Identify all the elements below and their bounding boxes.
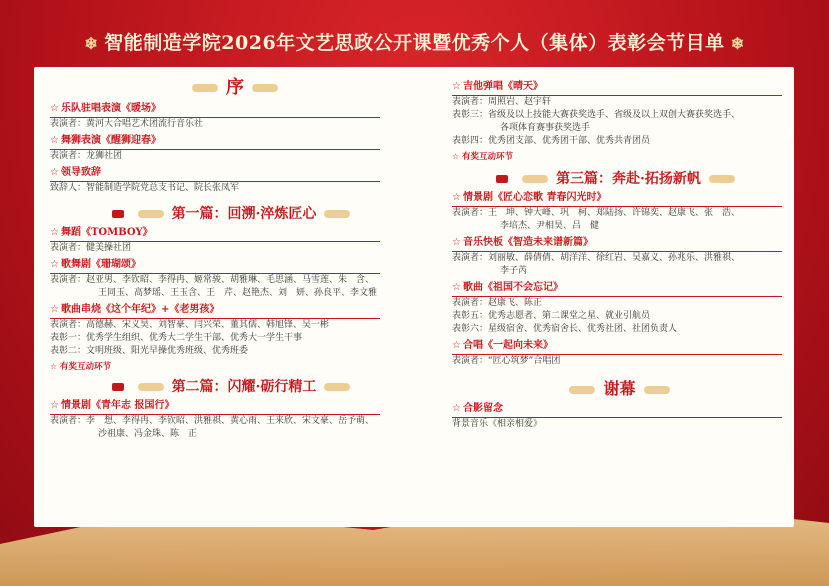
detail-line <box>50 242 420 255</box>
snowflake-icon: ❄ <box>730 34 745 53</box>
star-icon: ☆ <box>50 103 59 114</box>
detail-label: 表彰六： <box>452 324 489 334</box>
star-icon: ☆ <box>452 81 461 92</box>
program-item <box>50 102 420 131</box>
detail-label: 表演者： <box>452 356 489 366</box>
detail-line <box>452 135 787 148</box>
program-item-title <box>50 134 420 148</box>
detail-text: 智能制造学院党总支书记、院长张凤军 <box>86 183 240 193</box>
program-name: 情景剧《青年志 报国行》 <box>60 400 175 411</box>
detail-text: 星级宿舍、优秀宿舍长、优秀社团、社团负责人 <box>488 324 678 334</box>
detail-line <box>50 274 420 287</box>
program-item <box>452 339 787 368</box>
program-item-title <box>452 402 787 416</box>
detail-text: “匠心筑梦”合唱团 <box>488 356 561 366</box>
detail-label: 表演者： <box>50 320 87 330</box>
program-name: 歌舞剧《珊瑚颂》 <box>60 259 141 270</box>
program-item-title <box>50 303 420 317</box>
detail-text: 健美操社团 <box>86 243 132 253</box>
program-name: 舞狮表演《醒狮迎春》 <box>60 135 161 146</box>
detail-text: 王同玉、高梦瑶、王玉含、王 芹、赵艳杰、刘 妍、孙良平、李文雅 <box>98 288 378 298</box>
detail-line <box>452 355 787 368</box>
detail-text: 周照岩、赵宇轩 <box>488 97 552 107</box>
star-icon: ☆ <box>50 135 59 146</box>
star-icon: ☆ <box>452 192 461 203</box>
star-icon: ☆ <box>50 167 59 178</box>
section-heading <box>50 376 420 396</box>
program-item-title <box>452 339 787 353</box>
program-item <box>452 281 787 336</box>
detail-line <box>452 207 787 220</box>
page-title: 智能制造学院2026年文艺思政公开课暨优秀个人（集体）表彰会节目单 <box>104 32 725 54</box>
detail-label: 表彰一： <box>50 333 87 343</box>
detail-line <box>452 109 787 122</box>
detail-text: 文明班级、阳光早操优秀班级、优秀班委 <box>86 346 249 356</box>
program-item <box>452 236 787 278</box>
detail-line <box>452 96 787 109</box>
interactive-session-note <box>452 150 787 162</box>
detail-label: 表演者： <box>50 243 87 253</box>
program-name: 舞蹈《TOMBOY》 <box>60 227 153 238</box>
star-icon: ☆ <box>50 304 59 315</box>
detail-line <box>50 428 420 441</box>
section-heading-text: 第三篇：奔赴·拓扬新帆 <box>556 171 701 187</box>
star-icon: ☆ <box>50 259 59 270</box>
detail-line <box>452 310 787 323</box>
detail-text: 优秀学生组织、优秀大二学生干部、优秀大一学生干事 <box>86 333 303 343</box>
program-name: 乐队驻唱表演《暖场》 <box>60 103 161 114</box>
section-heading-text: 序 <box>226 77 244 98</box>
program-item-title <box>452 80 787 94</box>
detail-text: 龙狮社团 <box>86 151 123 161</box>
program-item-title <box>50 166 420 180</box>
cloud-ornament-icon <box>324 210 350 218</box>
program-item-title <box>452 236 787 250</box>
detail-line <box>452 418 787 431</box>
detail-text: 黄河大合唱艺术团流行音乐社 <box>86 119 204 129</box>
detail-text: 背景音乐《相亲相爱》 <box>452 419 543 429</box>
star-icon: ☆ <box>452 152 462 161</box>
program-name: 合唱《一起向未来》 <box>462 340 553 351</box>
detail-line <box>50 319 420 332</box>
star-icon: ☆ <box>452 403 461 414</box>
detail-label: 表演者： <box>452 253 489 263</box>
top-spacer <box>452 67 787 77</box>
interactive-session-note <box>50 360 420 372</box>
detail-label: 表演者： <box>50 119 87 129</box>
detail-text: 高德赫、宋义昊、刘智豪、闫兴荣、董其儒、韩旭锋、吴一彬 <box>86 320 330 330</box>
detail-text: 优秀团支部、优秀团干部、优秀共青团员 <box>488 136 651 146</box>
detail-line <box>452 323 787 336</box>
program-item-title <box>452 281 787 295</box>
program-item-title <box>50 399 420 413</box>
cloud-ornament-icon <box>324 383 350 391</box>
seal-icon <box>496 175 508 183</box>
cloud-ornament-icon <box>138 210 164 218</box>
detail-text: 沙祖康、冯金珠、陈 正 <box>98 429 198 439</box>
detail-line <box>452 220 787 233</box>
detail-label: 表演者： <box>50 275 87 285</box>
program-item <box>452 402 787 431</box>
star-icon: ☆ <box>50 362 60 371</box>
program-item <box>50 399 420 441</box>
program-item <box>50 303 420 358</box>
detail-label: 表演者： <box>50 151 87 161</box>
program-item <box>50 166 420 195</box>
detail-label: 表演者： <box>452 298 489 308</box>
detail-line <box>50 345 420 358</box>
cloud-ornament-icon <box>644 386 670 394</box>
cloud-ornament-icon <box>138 383 164 391</box>
snowflake-icon: ❄ <box>84 34 99 53</box>
star-icon: ☆ <box>50 227 59 238</box>
detail-text: 优秀志愿者、第二课堂之星、就业引航员 <box>488 311 651 321</box>
detail-text: 李 想、李得冉、李钦昭、洪雅祺、黄心雨、王来欣、宋文豪、岳予萌、 <box>86 416 375 426</box>
program-item <box>452 80 787 148</box>
cloud-ornament-icon <box>252 84 278 92</box>
program-item-title <box>50 258 420 272</box>
program-name: 吉他弹唱《晴天》 <box>462 81 543 92</box>
program-item <box>50 258 420 300</box>
section-heading <box>452 168 787 188</box>
detail-label: 表彰五： <box>452 311 489 321</box>
detail-line <box>452 252 787 265</box>
detail-line <box>50 332 420 345</box>
star-icon: ☆ <box>452 340 461 351</box>
cloud-ornament-icon <box>192 84 218 92</box>
program-item-title <box>50 226 420 240</box>
detail-line <box>50 287 420 300</box>
detail-text: 省级及以上技能大赛获奖选手、省级及以上双创大赛获奖选手、 <box>488 110 741 120</box>
program-item <box>50 134 420 163</box>
section-heading <box>452 376 787 399</box>
program-item <box>50 226 420 255</box>
detail-line <box>452 297 787 310</box>
program-name: 情景剧《匠心恋歌 青春闪光时》 <box>462 192 607 203</box>
detail-text: 刘丽敏、薛倩倩、胡洋洋、徐红岩、吴嘉义、孙兆乐、洪雅祺、 <box>488 253 741 263</box>
seal-icon <box>112 383 124 391</box>
seal-icon <box>112 210 124 218</box>
detail-label: 致辞人： <box>50 183 87 193</box>
program-item-title <box>50 102 420 116</box>
left-column <box>50 67 420 441</box>
star-icon: ☆ <box>452 282 461 293</box>
section-heading-text: 第一篇：回溯·淬炼匠心 <box>171 206 317 222</box>
detail-label: 表彰二： <box>50 346 87 356</box>
program-name: 歌曲串烧《这个年纪》+《老男孩》 <box>60 304 220 315</box>
section-heading-text: 第二篇：闪耀·砺行精工 <box>171 379 317 395</box>
cloud-ornament-icon <box>709 175 735 183</box>
interactive-session-text: 有奖互动环节 <box>461 152 513 162</box>
cloud-ornament-icon <box>522 175 548 183</box>
program-name: 音乐快板《智造未来谱新篇》 <box>462 237 593 248</box>
detail-label: 表演者： <box>452 208 489 218</box>
star-icon: ☆ <box>50 400 59 411</box>
detail-line <box>452 265 787 278</box>
detail-text: 赵亚男、李钦昭、李得冉、姬常骏、胡雅琳、毛思涵、马雪莲、朱 含、 <box>86 275 375 285</box>
detail-line <box>50 415 420 428</box>
page-header <box>0 28 829 55</box>
detail-line <box>50 182 420 195</box>
detail-text: 赵康飞、陈正 <box>488 298 543 308</box>
interactive-session-text: 有奖互动环节 <box>59 362 111 372</box>
detail-text: 王 坤、钟大峰、巩 柯、郑陆扬、许锦奕、赵康飞、张 浩、 <box>488 208 741 218</box>
program-card <box>34 67 794 527</box>
program-name: 合影留念 <box>462 403 503 414</box>
cloud-ornament-icon <box>569 386 595 394</box>
detail-line <box>50 118 420 131</box>
section-heading <box>50 203 420 223</box>
detail-text: 李培杰、尹相昊、吕 健 <box>500 221 600 231</box>
detail-label: 表彰三： <box>452 110 489 120</box>
detail-line <box>50 150 420 163</box>
section-heading-text: 谢幕 <box>603 379 636 398</box>
detail-label: 表演者： <box>50 416 87 426</box>
detail-label: 表演者： <box>452 97 489 107</box>
star-icon: ☆ <box>452 237 461 248</box>
detail-line <box>452 122 787 135</box>
right-column <box>452 67 787 431</box>
program-name: 歌曲《祖国不会忘记》 <box>462 282 563 293</box>
section-heading <box>50 73 420 99</box>
detail-text: 李子芮 <box>500 266 528 276</box>
program-name: 领导致辞 <box>60 167 101 178</box>
program-item-title <box>452 191 787 205</box>
detail-label: 表彰四： <box>452 136 489 146</box>
program-item <box>452 191 787 233</box>
detail-text: 各项体育赛事获奖选手 <box>500 123 591 133</box>
